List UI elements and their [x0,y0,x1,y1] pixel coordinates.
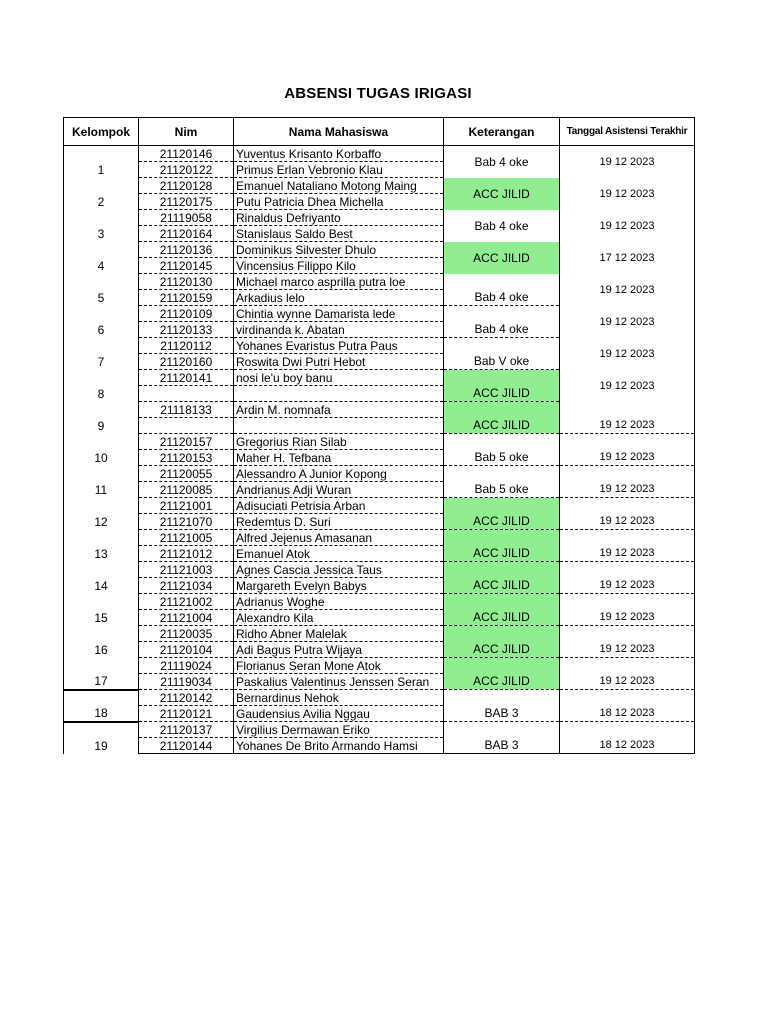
table-row [64,738,695,754]
name-cell: Yuventus Krisanto Korbaffo [234,146,444,162]
status-cell: Bab 5 oke [444,450,560,466]
nim-cell: 21121034 [139,578,234,594]
name-cell: Bernardinus Nehok [234,690,444,706]
status-cell-top [444,274,560,290]
table-row [64,626,695,642]
date-cell: 19 12 2023 [560,178,695,210]
table-row [64,578,695,594]
nim-cell: 21120175 [139,194,234,210]
date-cell: 19 12 2023 [560,210,695,242]
nim-cell: 21120128 [139,178,234,194]
name-cell: Redemtus D. Suri [234,514,444,530]
nim-cell: 21120109 [139,306,234,322]
nim-cell: 21120035 [139,626,234,642]
table-row [64,482,695,498]
name-cell: Rinaldus Defriyanto [234,210,444,226]
status-cell: ACC JILID [444,578,560,594]
status-cell: BAB 3 [444,738,560,754]
name-cell: Stanislaus Saldo Best [234,226,444,242]
name-cell: Gaudensius Avilia Nggau [234,706,444,722]
nim-cell: 21121002 [139,594,234,610]
nim-cell: 21120112 [139,338,234,354]
name-cell: Agnes Cascia Jessica Taus [234,562,444,578]
table-row [64,706,695,722]
table-row [64,546,695,562]
name-cell: Alessandro A Junior Kopong [234,466,444,482]
status-cell: Bab 4 oke [444,322,560,338]
name-cell: Emanuel Atok [234,546,444,562]
group-number-cell: 12 [64,498,139,530]
group-number-cell: 11 [64,466,139,498]
group-number-cell: 15 [64,594,139,626]
date-cell-top [560,626,695,642]
status-cell-top [444,562,560,578]
nim-cell: 21121070 [139,514,234,530]
table-row [64,722,695,738]
name-cell: Ridho Abner Malelak [234,626,444,642]
table-row [64,466,695,482]
nim-cell: 21120157 [139,434,234,450]
group-number-cell: 1 [64,146,139,178]
header-row [64,118,695,146]
nim-cell: 21120122 [139,162,234,178]
date-cell: 19 12 2023 [560,514,695,530]
group-number-cell: 19 [64,722,139,754]
date-cell-top [560,690,695,706]
nim-cell: 21120104 [139,642,234,658]
status-cell: ACC JILID [444,642,560,658]
nim-cell: 21120085 [139,482,234,498]
header-tanggal: Tanggal Asistensi Terakhir [560,118,695,146]
status-cell-top [444,690,560,706]
table-row [64,242,695,258]
name-cell: Florianus Seran Mone Atok [234,658,444,674]
status-cell: ACC JILID [444,674,560,690]
attendance-table [63,117,695,754]
nim-cell [139,418,234,434]
group-number-cell: 5 [64,274,139,306]
name-cell: Virgilius Dermawan Eriko [234,722,444,738]
status-cell: ACC JILID [444,418,560,434]
table-row [64,370,695,386]
date-cell: 19 12 2023 [560,610,695,626]
status-cell-top [444,370,560,386]
date-cell: 18 12 2023 [560,738,695,754]
date-cell: 19 12 2023 [560,578,695,594]
name-cell: Adrianus Woghe [234,594,444,610]
status-cell-top [444,626,560,642]
nim-cell: 21119024 [139,658,234,674]
table-row [64,610,695,626]
group-number-cell: 10 [64,434,139,466]
name-cell: Dominikus Silvester Dhulo [234,242,444,258]
date-cell: 19 12 2023 [560,450,695,466]
group-number-cell: 4 [64,242,139,274]
table-row [64,274,695,290]
nim-cell: 21120121 [139,706,234,722]
nim-cell: 21120164 [139,226,234,242]
date-cell-top [560,530,695,546]
table-row [64,434,695,450]
group-number-cell: 16 [64,626,139,658]
date-cell: 19 12 2023 [560,482,695,498]
date-cell: 19 12 2023 [560,338,695,370]
table-row [64,210,695,226]
status-cell: BAB 3 [444,706,560,722]
table-row [64,418,695,434]
table-row [64,690,695,706]
name-cell: Putu Patricia Dhea Michella [234,194,444,210]
nim-cell [139,386,234,402]
name-cell: Andrianus Adji Wuran [234,482,444,498]
name-cell [234,418,444,434]
status-cell-top [444,434,560,450]
date-cell: 19 12 2023 [560,674,695,690]
name-cell: Gregorius Rian Silab [234,434,444,450]
header-keterangan: Keterangan [444,118,560,146]
group-number-cell: 14 [64,562,139,594]
group-number-cell: 2 [64,178,139,210]
name-cell: Arkadius lelo [234,290,444,306]
status-cell-top [444,402,560,418]
status-cell-top [444,594,560,610]
name-cell: Yohanes De Brito Armando Hamsi [234,738,444,754]
nim-cell: 21120133 [139,322,234,338]
status-cell: Bab 4 oke [444,290,560,306]
name-cell: Emanuel Nataliano Motong Maing [234,178,444,194]
nim-cell: 21120142 [139,690,234,706]
table-row [64,642,695,658]
table-row [64,562,695,578]
table-row [64,402,695,418]
name-cell: virdinanda k. Abatan [234,322,444,338]
nim-cell: 21121004 [139,610,234,626]
nim-cell: 21120137 [139,722,234,738]
status-cell-top [444,338,560,354]
nim-cell: 21121003 [139,562,234,578]
status-cell: Bab 5 oke [444,482,560,498]
group-number-cell: 3 [64,210,139,242]
status-cell: ACC JILID [444,386,560,402]
date-cell: 19 12 2023 [560,146,695,178]
status-cell-top [444,466,560,482]
nim-cell: 21120153 [139,450,234,466]
name-cell: Maher H. Tefbana [234,450,444,466]
name-cell: nosi le'u boy banu [234,370,444,386]
status-cell: ACC JILID [444,242,560,274]
name-cell: Alfred Jejenus Amasanan [234,530,444,546]
nim-cell: 21120160 [139,354,234,370]
page-title: ABSENSI TUGAS IRIGASI [284,85,472,102]
table-row [64,306,695,322]
status-cell-top [444,306,560,322]
nim-cell: 21119034 [139,674,234,690]
date-cell-top [560,466,695,482]
date-cell: 19 12 2023 [560,642,695,658]
table-row [64,594,695,610]
status-cell-top [444,530,560,546]
name-cell: Vincensius Filippo Kilo [234,258,444,274]
table-row [64,450,695,466]
header-nim: Nim [139,118,234,146]
name-cell: Chintia wynne Damarista lede [234,306,444,322]
date-cell: 19 12 2023 [560,546,695,562]
status-cell: ACC JILID [444,514,560,530]
nim-cell: 21120130 [139,274,234,290]
nim-cell: 21120136 [139,242,234,258]
status-cell: Bab V oke [444,354,560,370]
status-cell: Bab 4 oke [444,146,560,178]
status-cell-top [444,658,560,674]
group-number-cell: 18 [64,690,139,722]
name-cell: Michael marco asprilla putra loe [234,274,444,290]
nim-cell: 21121001 [139,498,234,514]
name-cell: Adi Bagus Putra Wijaya [234,642,444,658]
date-cell-top [560,434,695,450]
name-cell: Paskalius Valentinus Jenssen Seran [234,674,444,690]
table-row [64,498,695,514]
status-cell: Bab 4 oke [444,210,560,242]
date-cell-top [560,562,695,578]
status-cell: ACC JILID [444,178,560,210]
name-cell: Alexandro Kila [234,610,444,626]
table-row [64,530,695,546]
nim-cell: 21118133 [139,402,234,418]
status-cell: ACC JILID [444,610,560,626]
name-cell: Yohanes Evaristus Putra Paus [234,338,444,354]
date-cell-top [560,402,695,418]
date-cell: 19 12 2023 [560,274,695,306]
attendance-body [64,146,695,754]
date-cell-top [560,594,695,610]
group-number-cell: 13 [64,530,139,562]
table-row [64,146,695,162]
group-number-cell: 8 [64,370,139,402]
date-cell: 19 12 2023 [560,418,695,434]
table-row [64,178,695,194]
date-cell-top [560,658,695,674]
date-cell: 19 12 2023 [560,370,695,402]
nim-cell: 21121005 [139,530,234,546]
table-row [64,674,695,690]
date-cell: 17 12 2023 [560,242,695,274]
name-cell [234,386,444,402]
status-cell-top [444,722,560,738]
table-row [64,658,695,674]
name-cell: Ardin M. nomnafa [234,402,444,418]
status-cell: ACC JILID [444,546,560,562]
nim-cell: 21120144 [139,738,234,754]
nim-cell: 21120055 [139,466,234,482]
date-cell: 19 12 2023 [560,306,695,338]
group-number-cell: 7 [64,338,139,370]
table-row [64,338,695,354]
date-cell-top [560,498,695,514]
group-number-cell: 9 [64,402,139,434]
name-cell: Margareth Evelyn Babys [234,578,444,594]
nim-cell: 21121012 [139,546,234,562]
table-row [64,514,695,530]
status-cell-top [444,498,560,514]
group-number-cell: 17 [64,658,139,690]
nim-cell: 21120145 [139,258,234,274]
nim-cell: 21120141 [139,370,234,386]
date-cell: 18 12 2023 [560,706,695,722]
name-cell: Primus Erlan Vebronio Klau [234,162,444,178]
date-cell-top [560,722,695,738]
name-cell: Adisuciati Petrisia Arban [234,498,444,514]
nim-cell: 21120146 [139,146,234,162]
group-number-cell: 6 [64,306,139,338]
nim-cell: 21120159 [139,290,234,306]
header-kelompok: Kelompok [64,118,139,146]
nim-cell: 21119058 [139,210,234,226]
name-cell: Roswita Dwi Putri Hebot [234,354,444,370]
header-nama: Nama Mahasiswa [234,118,444,146]
